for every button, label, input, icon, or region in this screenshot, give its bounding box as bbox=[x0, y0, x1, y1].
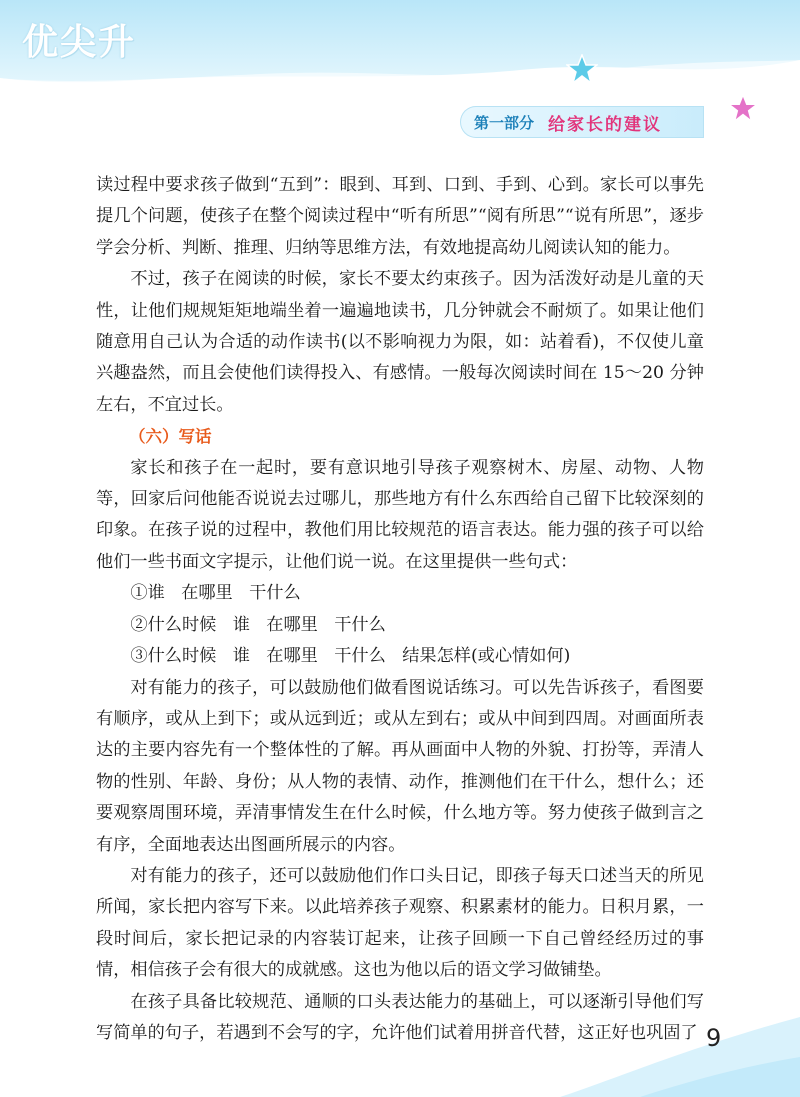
paragraph-2: 不过，孩子在阅读的时候，家长不要太约束孩子。因为活泼好动是儿童的天性，让他们规规矩矩地端坐着一遍遍地读书，几分钟就会不耐烦了。如果让他们随意用自己认为合适的动作读书(以不影响视力为限，如：站着看)，不仅使儿童兴趣盎然，而且会使他们读得投入、有感情。一般每次阅读时间在 15～20 分钟左右，不宜过长。 bbox=[96, 269, 704, 415]
section-title: 给家长的建议 bbox=[548, 114, 663, 135]
paragraph-5: 对有能力的孩子，还可以鼓励他们作口头日记，即孩子每天口述当天的所见所闻，家长把内容写下来。以此培养孩子观察、积累素材的能力。日积月累，一段时间后，家长把记录的内容装订起来，让孩子回顾一下自己曾经经历过的事情，相信孩子会有很大的成就感。这也为他以后的语文学习做铺垫。 bbox=[96, 865, 704, 981]
paragraph-4: 对有能力的孩子，可以鼓励他们做看图说话练习。可以先告诉孩子，看图要有顺序，或从上到下；或从远到近；或从左到右；或从中间到四周。对画面所表达的主要内容先有一个整体性的了解。再从画面中人物的外貌、打扮等，弄清人物的性别、年龄、身份；从人物的表情、动作，推测他们在干什么，想什么；还要观察周围环境，弄清事情发生在什么时候，什么地方等。努力使孩子做到言之有序，全面地表达出图画所展示的内容。 bbox=[96, 677, 704, 855]
star-icon-cyan bbox=[566, 54, 598, 84]
paragraph-3: 家长和孩子在一起时，要有意识地引导孩子观察树木、房屋、动物、人物等，回家后问他能否说说去过哪儿，那些地方有什么东西给自己留下比较深刻的印象。在孩子说的过程中，教他们用比较规范的语言表达。能力强的孩子可以给他们一些书面文字提示，让他们说一说。在这里提供一些句式： bbox=[96, 457, 704, 572]
paragraph-6: 在孩子具备比较规范、通顺的口头表达能力的基础上，可以逐渐引导他们写写简单的句子，若遇到不会写的字，允许他们试着用拼音代替，这正好也巩固了 bbox=[96, 991, 704, 1043]
section-heading: （六）写话 bbox=[129, 427, 212, 447]
section-tab bbox=[460, 106, 704, 138]
article-body bbox=[96, 170, 704, 1049]
page-number: 9 bbox=[706, 1024, 722, 1052]
section-part-label: 第一部分 bbox=[474, 113, 535, 132]
star-icon-pink bbox=[728, 94, 758, 122]
brand-logo: 优尖升 bbox=[22, 22, 137, 63]
sentence-pattern-1: ①谁 在哪里 干什么 bbox=[130, 583, 301, 604]
paragraph-1: 读过程中要求孩子做到“五到”：眼到、耳到、口到、手到、心到。家长可以事先提几个问题，使孩子在整个阅读过程中“听有所思”“阅有所思”“说有所思”，逐步学会分析、判断、推理、归纳等思维方法，有效地提高幼儿阅读认知的能力。 bbox=[96, 175, 704, 258]
sentence-pattern-2: ②什么时候 谁 在哪里 干什么 bbox=[130, 614, 386, 635]
sentence-pattern-3: ③什么时候 谁 在哪里 干什么 结果怎样(或心情如何) bbox=[130, 646, 571, 667]
footer-wave bbox=[0, 977, 800, 1097]
